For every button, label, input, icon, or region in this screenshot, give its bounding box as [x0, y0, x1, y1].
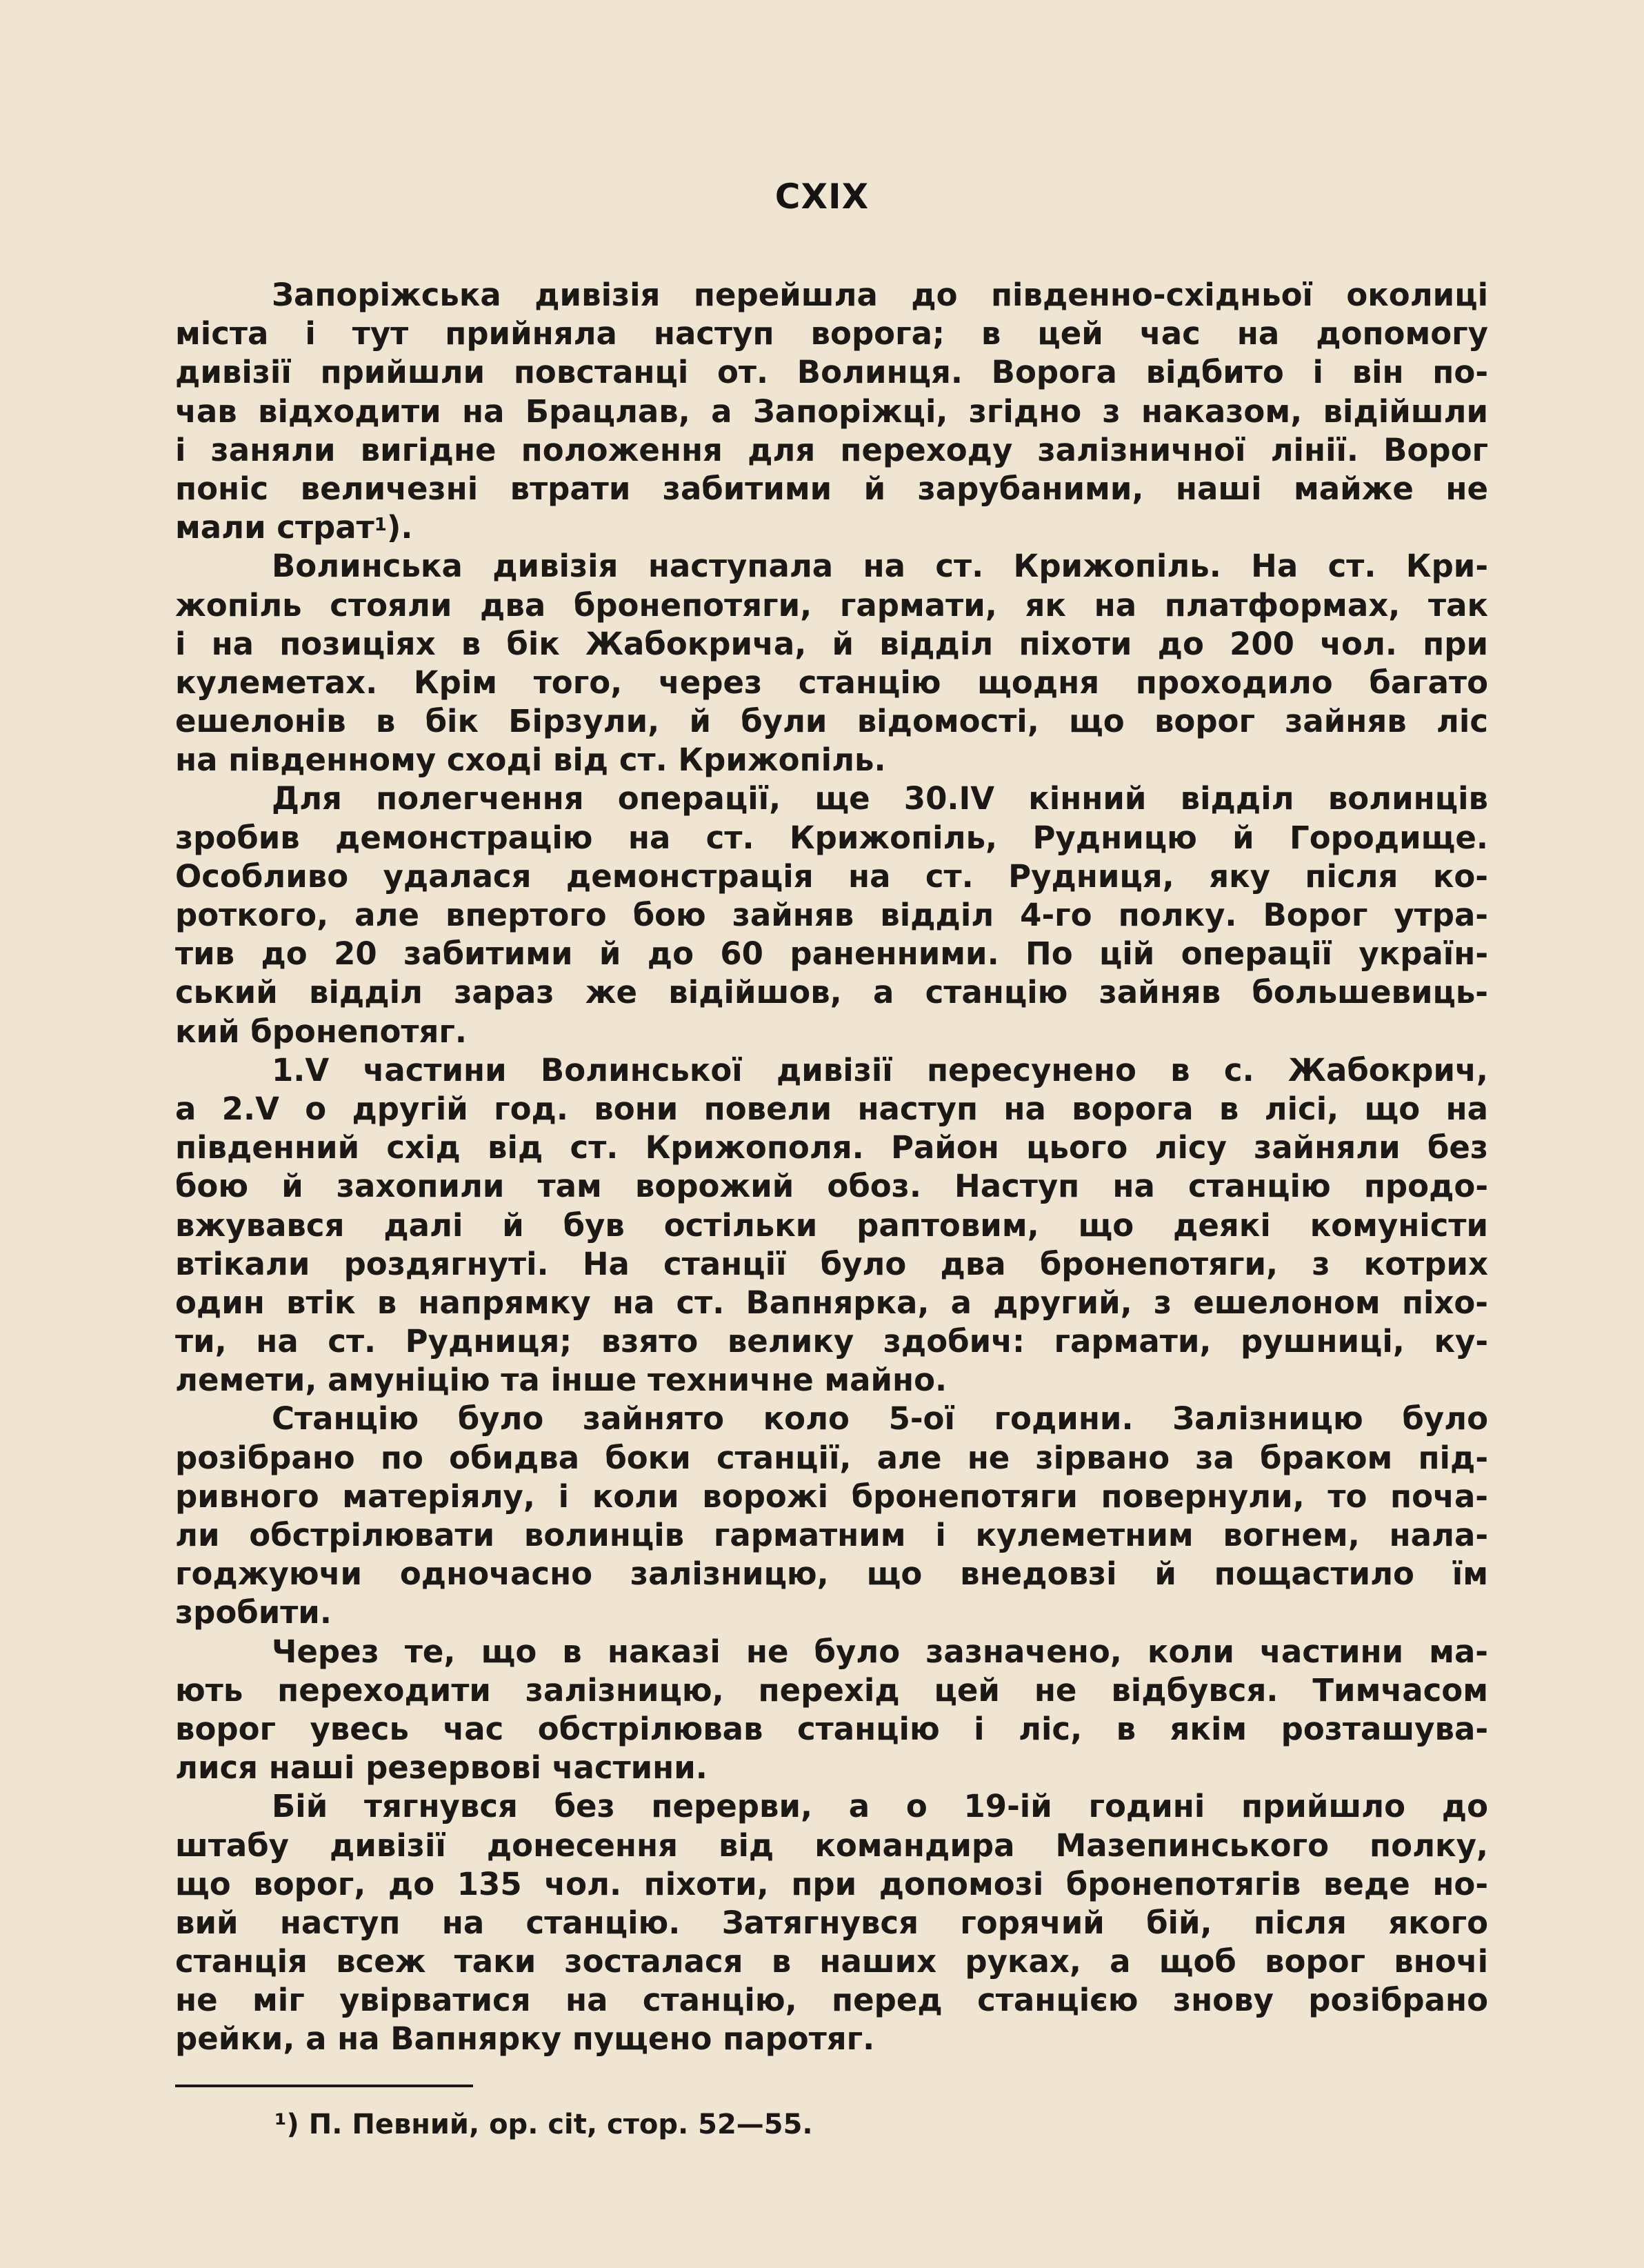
line-text: чав відходити на Брацлав, а Запоріжці, згідно з наказом, відійшли — [175, 392, 1488, 430]
page-number: CXIX — [774, 177, 870, 217]
line-text: не міг увірватися на станцію, перед станцією знову розібрано — [175, 1982, 1488, 2019]
line-text: мали страт — [175, 509, 374, 546]
line-text: лися наші резервові частини. — [175, 1749, 708, 1787]
text-line — [175, 1128, 1488, 1167]
line-text: втікали роздягнуті. На станції було два бронепотяги, з котрих — [175, 1245, 1488, 1282]
line-text: ворог увесь час обстрілював станцію і ліс, в якім розташува- — [175, 1710, 1488, 1747]
line-text: дивізії прийшли повстанці от. Волинця. Ворога відбито і він по- — [175, 354, 1488, 391]
text-line — [175, 1942, 1488, 1981]
text-line — [175, 1322, 1488, 1361]
text-line — [175, 702, 1488, 741]
line-text: і заняли вигідне положення для переходу залізничної лінії. Ворог — [175, 431, 1488, 468]
line-text: ють переходити залізницю, перехід цей не відбувся. Тимчасом — [175, 1671, 1488, 1709]
line-text: зробити. — [175, 1594, 332, 1631]
paragraph — [175, 276, 1488, 547]
text-line — [175, 819, 1488, 857]
text-line — [175, 1090, 1488, 1128]
text-line — [175, 1904, 1488, 1942]
paragraph — [175, 779, 1488, 1051]
line-text: міста і тут прийняла наступ ворога; в цей час на допомогу — [175, 315, 1488, 352]
line-text: а 2.V о другій год. вони повели наступ на ворога в лісі, що на — [175, 1090, 1488, 1127]
text-line — [175, 392, 1488, 431]
paragraph — [175, 1787, 1488, 2058]
text-line — [175, 1478, 1488, 1516]
text-line — [175, 470, 1488, 508]
text-line — [175, 935, 1488, 973]
line-text: тив до 20 забитими й до 60 раненними. По цій операції україн- — [175, 935, 1488, 973]
footnote-text: П. Певний, op. cit, стор. 52—55. — [308, 2109, 813, 2140]
text-line — [175, 664, 1488, 702]
line-text: Запоріжська дивізія перейшла до південно-східньої околиці — [272, 277, 1488, 313]
line-text: південний схід від ст. Крижополя. Район цього лісу зайняли без — [175, 1129, 1488, 1166]
text-line — [175, 741, 1488, 779]
text-line — [175, 857, 1488, 896]
text-line — [175, 1400, 1488, 1438]
text-line — [175, 1710, 1488, 1749]
line-text: що ворог, до 135 чол. піхоти, при допомозі бронепотягів веде но- — [175, 1865, 1488, 1902]
line-text: годжуючи одночасно залізницю, що внедовзі й пощастило їм — [175, 1555, 1488, 1593]
line-text: ). — [386, 509, 413, 546]
text-line — [175, 1167, 1488, 1206]
line-text: станція всеж таки зосталася в наших руках, а щоб ворог вночі — [175, 1943, 1488, 1980]
paragraph — [175, 1400, 1488, 1632]
paragraph — [175, 547, 1488, 779]
text-line — [175, 1439, 1488, 1478]
text-line — [175, 1593, 1488, 1632]
text-line — [175, 547, 1488, 586]
text-line — [175, 315, 1488, 353]
line-text: ти, на ст. Рудниця; взято велику здобич: гармати, рушниці, ку- — [175, 1323, 1488, 1360]
line-text: роткого, але впертого бою зайняв відділ 4-го полку. Ворог утра- — [175, 897, 1488, 933]
footnote-reference: 1 — [374, 515, 387, 536]
line-text: Станцію було зайнято коло 5-ої години. Залізницю було — [272, 1400, 1488, 1438]
text-line — [175, 1013, 1488, 1051]
line-text: рейки, а на Вапнярку пущено паротяг. — [175, 2020, 875, 2058]
text-line — [175, 1051, 1488, 1090]
text-line — [175, 1361, 1488, 1400]
text-line — [175, 1981, 1488, 2020]
text-line — [175, 1633, 1488, 1671]
line-text: Особливо удалася демонстрація на ст. Рудниця, яку після ко- — [175, 857, 1488, 895]
line-text: ський відділ зараз же відійшов, а станцію зайняв большевиць- — [175, 974, 1488, 1011]
text-line — [175, 1787, 1488, 1826]
line-text: кий бронепотяг. — [175, 1013, 468, 1050]
text-line — [175, 276, 1488, 315]
line-text: ли обстрілювати волинців гарматним і кулеметним вогнем, нала- — [175, 1517, 1488, 1553]
line-text: один втік в напрямку на ст. Вапнярка, а другий, з ешелоном піхо- — [175, 1284, 1488, 1321]
text-line — [175, 1516, 1488, 1555]
text-line — [175, 1284, 1488, 1322]
line-text: ешелонів в бік Бірзули, й були відомості, що ворог зайняв ліс — [175, 703, 1488, 740]
text-line — [175, 1555, 1488, 1593]
text-line — [175, 1827, 1488, 1865]
text-line — [175, 1865, 1488, 1904]
text-line — [175, 1671, 1488, 1710]
line-text: вжувався далі й був остільки раптовим, що деякі комуністи — [175, 1206, 1488, 1244]
line-text: Волинська дивізія наступала на ст. Крижопіль. На ст. Кри- — [272, 548, 1488, 585]
line-text: Бій тягнувся без перерви, а о 19-ій годині прийшло до — [272, 1788, 1488, 1825]
line-text: і на позиціях в бік Жабокрича, й відділ піхоти до 200 чол. при — [175, 625, 1488, 662]
line-text: Через те, що в наказі не було зазначено, коли частини ма- — [272, 1633, 1488, 1670]
paragraph — [175, 1051, 1488, 1400]
text-line — [175, 431, 1488, 470]
text-line — [175, 2020, 1488, 2058]
text-line — [175, 353, 1488, 392]
line-text: на південному сході від ст. Крижопіль. — [175, 742, 886, 779]
line-text: розібрано по обидва боки станції, але не зірвано за браком під- — [175, 1439, 1488, 1476]
line-text: вий наступ на станцію. Затягнувся горячий бій, після якого — [175, 1904, 1488, 1941]
line-text: ривного матеріялу, і коли ворожі бронепотяги повернули, то поча- — [175, 1478, 1488, 1515]
line-text: Для полегчення операції, ще 30.IV кінний відділ волинців — [272, 780, 1488, 817]
line-text: 1.V частини Волинської дивізії пересунено в с. Жабокрич, — [272, 1051, 1488, 1088]
text-line — [175, 973, 1488, 1012]
text-line — [175, 1245, 1488, 1284]
line-text: зробив демонстрацію на ст. Крижопіль, Рудницю й Городище. — [175, 819, 1488, 856]
line-text: жопіль стояли два бронепотяги, гармати, як на платформах, так — [175, 586, 1488, 624]
body-text — [175, 276, 1488, 2059]
paragraph — [175, 1633, 1488, 1788]
text-line — [175, 1206, 1488, 1245]
footnote-marker: ¹) — [274, 2109, 299, 2140]
footnote — [274, 2105, 1309, 2144]
text-line — [175, 779, 1488, 818]
text-line — [175, 508, 1488, 547]
line-text: бою й захопили там ворожий обоз. Наступ на станцію продо- — [175, 1168, 1488, 1205]
line-text: штабу дивізії донесення від командира Мазепинського полку, — [175, 1827, 1488, 1864]
line-text: кулеметах. Крім того, через станцію щодня проходило багато — [175, 664, 1488, 701]
text-line — [175, 896, 1488, 935]
text-line — [175, 586, 1488, 625]
line-text: лемети, амуніцію та інше техничне майно. — [175, 1362, 948, 1399]
line-text: поніс величезні втрати забитими й зарубаними, наші майже не — [175, 470, 1488, 507]
footnote-divider — [175, 2085, 473, 2087]
text-line — [175, 1749, 1488, 1787]
text-line — [175, 625, 1488, 664]
